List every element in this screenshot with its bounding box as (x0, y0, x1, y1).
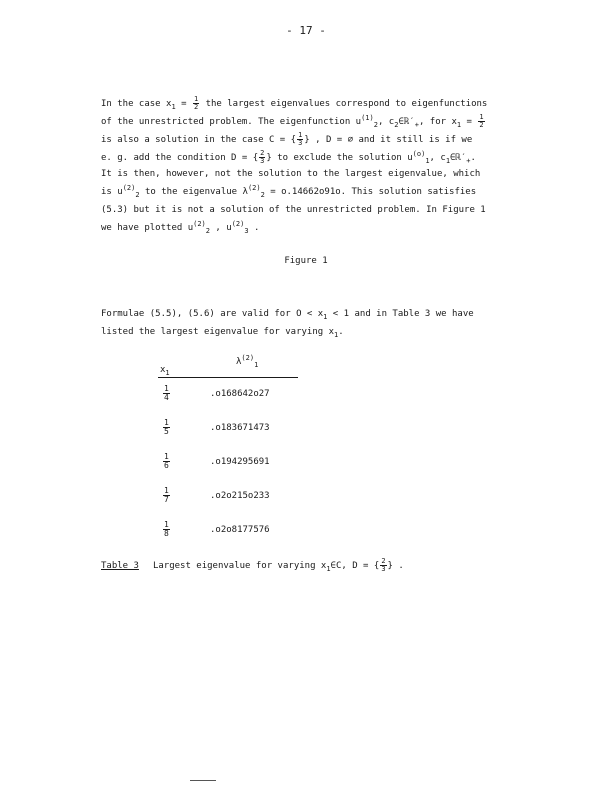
para2-line-1: Formulae (5.5), (5.6) are valid for $O < x_1 < 1$ and in Table 3 we have (101, 309, 474, 321)
eigenvalue-cell: .o2o215o233 (210, 491, 270, 501)
para1-line-4: e. g. add the condition D = { $\frac{2}{3}$ } to exclude the solution $u^{(o)}_1$, $c_1\in ℝ'_+$. (101, 149, 476, 165)
para1-line-6: is $u^{(2)}_2$ to the eigenvalue $\lambda^{(2)}_2 = o.14662o91o$. This solution satisfies (101, 184, 477, 199)
figure-caption: Figure 1 (284, 256, 328, 266)
page-number: - 17 - (286, 24, 326, 37)
fraction-one-third: $\frac{1}{3}$ (298, 131, 303, 147)
para1-line-2: of the unrestricted problem. The eigenfunction $u^{(1)}_2$, $c_2\in ℝ'_+$, for $x_1$ = $\frac{1}{2}$ (101, 113, 484, 129)
fraction-two-thirds-caption: $\frac{2}{3}$ (381, 557, 386, 573)
table-label: Table 3 (101, 561, 139, 571)
table-header (158, 355, 298, 378)
x-fraction: $\frac{1}{5}$ (164, 418, 169, 436)
para1-line-5: It is then, however, not the solution to the largest eigenvalue, which (101, 169, 481, 179)
para1-line-7: (5.3) but it is not a solution of the unrestricted problem. In Figure 1 (101, 205, 486, 215)
header-x: $x_1$ (160, 365, 170, 377)
table-row (158, 480, 298, 514)
para1-line-1: In the case $x_1$ = $\frac{1}{2}$ the largest eigenvalues correspond to eigenfunctions (101, 95, 488, 111)
fraction-one-half: $\frac{1}{2}$ (193, 95, 199, 111)
eigenvalue-cell: .o2o8177576 (210, 525, 270, 535)
para1-line-8: we have plotted $u^{(2)}_2$ , $u^{(2)}_3$ . (101, 220, 260, 235)
table-caption: Table 3 Largest eigenvalue for varying $x_1\in C$, D = { $\frac{2}{3}$ } . (101, 557, 404, 573)
eigenvalue-cell: .o194295691 (210, 457, 270, 467)
x-fraction: $\frac{1}{8}$ (164, 520, 169, 538)
para2-line-2: listed the largest eigenvalue for varying $x_1$. (101, 327, 344, 339)
eigenvalue-cell: .o168642o27 (210, 389, 270, 399)
x-fraction: $\frac{1}{4}$ (164, 384, 169, 402)
eigenvalue-cell: .o183671473 (210, 423, 270, 433)
table-row (158, 412, 298, 446)
fraction-two-thirds: $\frac{2}{3}$ (260, 149, 265, 165)
eigenvalue-table (158, 355, 298, 548)
table-row (158, 378, 298, 412)
table-row (158, 446, 298, 480)
fraction-one-half-2: $\frac{1}{2}$ (479, 113, 484, 129)
header-lambda: $\lambda^{(2)}_1$ (236, 354, 259, 369)
para1-line-3: is also a solution in the case C = { $\frac{1}{3}$ } , D = ∅ and it still is if we (101, 131, 473, 147)
table-row (158, 514, 298, 548)
footer-rule (190, 780, 216, 781)
x-fraction: $\frac{1}{7}$ (164, 486, 169, 504)
x-fraction: $\frac{1}{6}$ (164, 452, 169, 470)
